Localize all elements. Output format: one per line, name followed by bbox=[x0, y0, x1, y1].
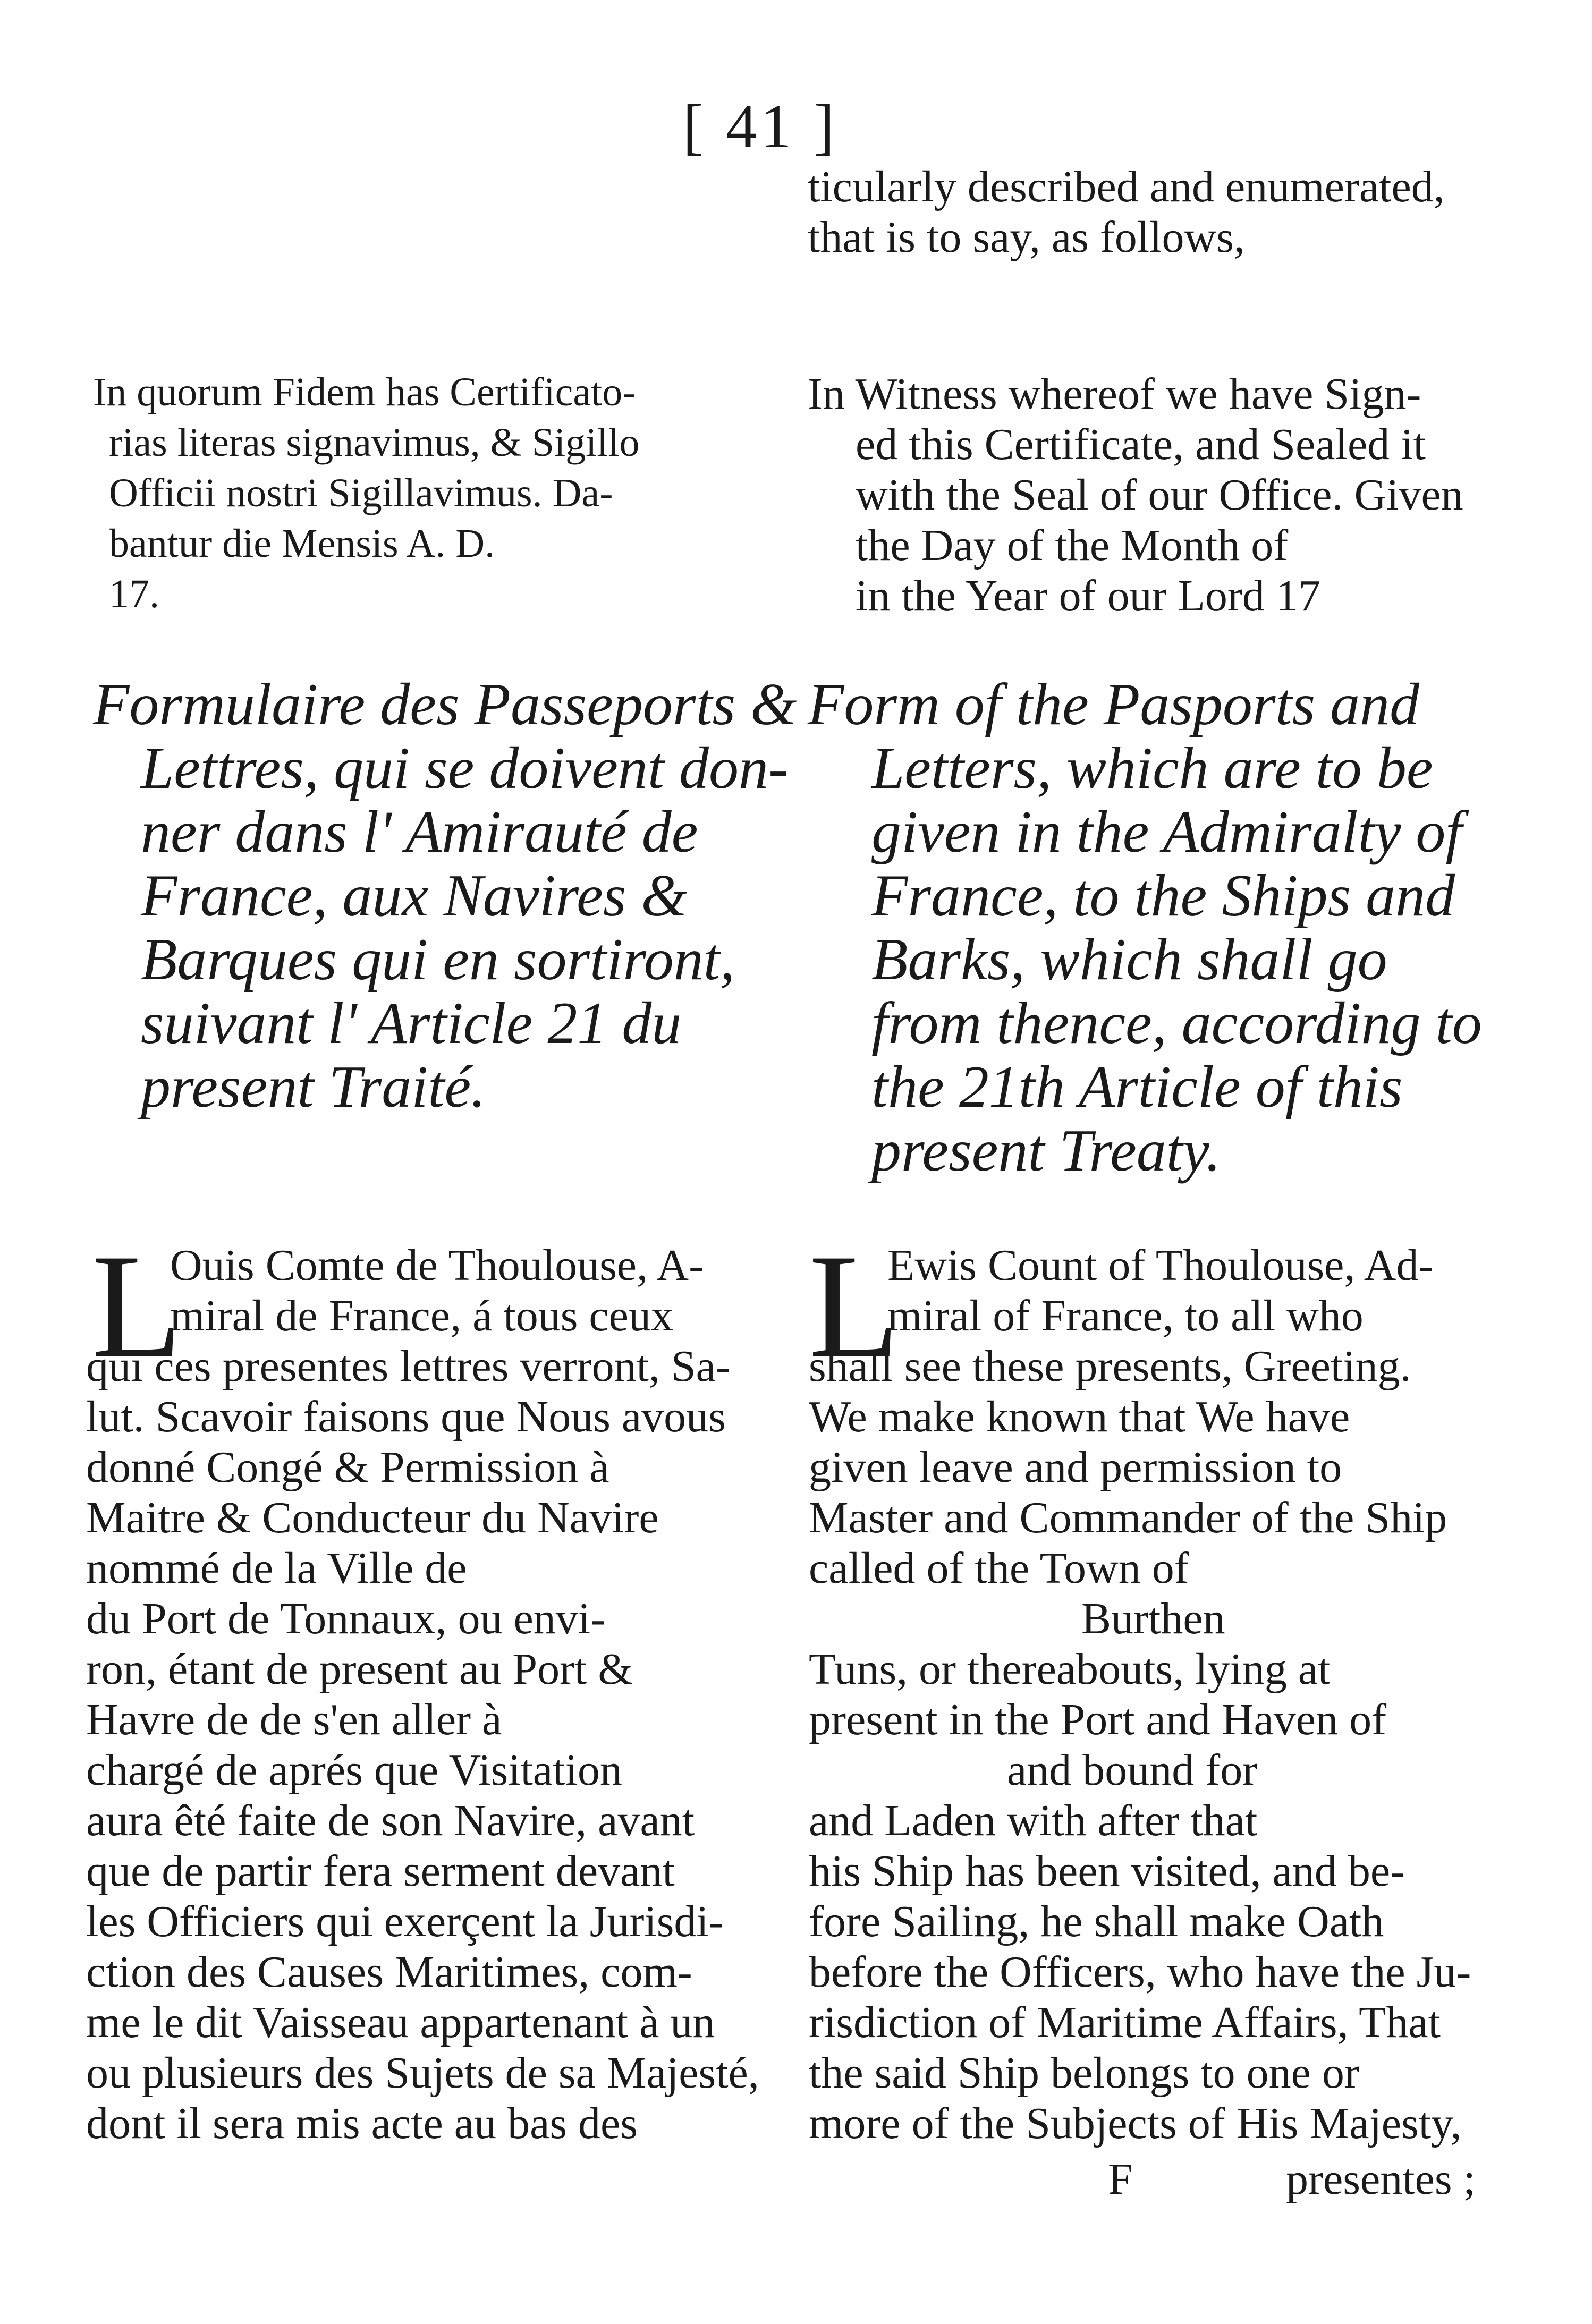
text-line: Burthen bbox=[1081, 1594, 1225, 1643]
catchword: presentes ; bbox=[1286, 2155, 1476, 2204]
heading-line: Barks, which shall go bbox=[871, 927, 1387, 993]
heading-line: suivant l' Article 21 du bbox=[141, 990, 682, 1056]
text-line: the Day of the Month of bbox=[856, 521, 1289, 570]
text-line: and Laden with after that bbox=[809, 1796, 1258, 1845]
text-line: 17. bbox=[109, 572, 159, 616]
text-line: que de partir fera serment devant bbox=[86, 1846, 675, 1896]
text-line: his Ship has been visited, and be- bbox=[809, 1846, 1405, 1896]
text-line: me le dit Vaisseau appartenant à un bbox=[86, 1998, 715, 2047]
text-line: with the Seal of our Office. Given bbox=[856, 470, 1463, 520]
text-line: risdiction of Maritime Affairs, That bbox=[809, 1998, 1441, 2047]
text-line: nommé de la Ville de bbox=[86, 1543, 467, 1593]
heading-line: France, aux Navires & bbox=[141, 863, 688, 929]
page-number: [ 41 ] bbox=[683, 91, 838, 161]
heading-line: the 21th Article of this bbox=[871, 1054, 1403, 1120]
text-line: chargé de aprés que Visitation bbox=[86, 1745, 622, 1795]
heading-line: from thence, according to bbox=[871, 990, 1482, 1056]
text-line: miral de France, á tous ceux bbox=[170, 1291, 673, 1341]
text-line: given leave and permission to bbox=[809, 1443, 1342, 1492]
text-line: ed this Certificate, and Sealed it bbox=[856, 420, 1426, 469]
text-line: more of the Subjects of His Majesty, bbox=[809, 2099, 1462, 2148]
drop-cap: L bbox=[809, 1223, 900, 1388]
heading-line: Form of the Pasports and bbox=[808, 672, 1420, 737]
text-line: fore Sailing, he shall make Oath bbox=[809, 1897, 1384, 1946]
text-line: and bound for bbox=[1007, 1745, 1258, 1795]
drop-cap: L bbox=[91, 1223, 183, 1388]
text-line: In Witness whereof we have Sign- bbox=[808, 369, 1421, 419]
text-line: before the Officers, who have the Ju- bbox=[809, 1947, 1471, 1997]
text-line: Ewis Count of Thoulouse, Ad- bbox=[887, 1241, 1434, 1290]
text-line: shall see these presents, Greeting. bbox=[809, 1342, 1411, 1391]
heading-line: present Treaty. bbox=[871, 1118, 1221, 1184]
heading-line: given in the Admiralty of bbox=[871, 799, 1462, 865]
text-line: miral of France, to all who bbox=[887, 1291, 1364, 1341]
text-line: We make known that We have bbox=[809, 1392, 1350, 1441]
text-line: Havre de de s'en aller à bbox=[86, 1695, 502, 1744]
text-line: qui ces presentes lettres verront, Sa- bbox=[86, 1342, 731, 1391]
heading-line: Barques qui en sortiront, bbox=[141, 927, 735, 993]
text-line: les Officiers qui exerçent la Jurisdi- bbox=[86, 1897, 724, 1946]
heading-line: Letters, which are to be bbox=[871, 735, 1433, 801]
text-line: the said Ship belongs to one or bbox=[809, 2048, 1359, 2098]
text-line: donné Congé & Permission à bbox=[86, 1443, 609, 1492]
text-line: ction des Causes Maritimes, com- bbox=[86, 1947, 692, 1997]
text-line: aura êté faite de son Navire, avant bbox=[86, 1796, 695, 1845]
text-line: that is to say, as follows, bbox=[808, 213, 1245, 262]
text-line: In quorum Fidem has Certificato- bbox=[93, 370, 636, 414]
text-line: bantur die Mensis A. D. bbox=[109, 521, 495, 566]
text-line: ticularly described and enumerated, bbox=[808, 162, 1445, 211]
text-line: called of the Town of bbox=[809, 1543, 1189, 1593]
signature-mark: F bbox=[1108, 2155, 1133, 2204]
text-line: Officii nostri Sigillavimus. Da- bbox=[109, 471, 613, 515]
text-line: present in the Port and Haven of bbox=[809, 1695, 1387, 1744]
text-line: dont il sera mis acte au bas des bbox=[86, 2099, 638, 2148]
text-line: in the Year of our Lord 17 bbox=[856, 571, 1320, 621]
heading-line: Formulaire des Passeports & bbox=[93, 672, 797, 737]
heading-line: Lettres, qui se doivent don- bbox=[141, 735, 789, 801]
text-line: Ouis Comte de Thoulouse, A- bbox=[170, 1241, 704, 1290]
heading-line: ner dans l' Amirauté de bbox=[141, 799, 698, 865]
text-line: Maitre & Conducteur du Navire bbox=[86, 1493, 659, 1542]
text-line: rias literas signavimus, & Sigillo bbox=[109, 420, 640, 465]
text-line: Master and Commander of the Ship bbox=[809, 1493, 1447, 1542]
heading-line: France, to the Ships and bbox=[871, 863, 1455, 929]
heading-line: present Traité. bbox=[141, 1054, 486, 1120]
text-line: Tuns, or thereabouts, lying at bbox=[809, 1644, 1331, 1694]
text-line: lut. Scavoir faisons que Nous avous bbox=[86, 1392, 726, 1441]
text-line: du Port de Tonnaux, ou envi- bbox=[86, 1594, 606, 1643]
text-line: ron, étant de present au Port & bbox=[86, 1644, 633, 1694]
text-line: ou plusieurs des Sujets de sa Majesté, bbox=[86, 2048, 759, 2098]
